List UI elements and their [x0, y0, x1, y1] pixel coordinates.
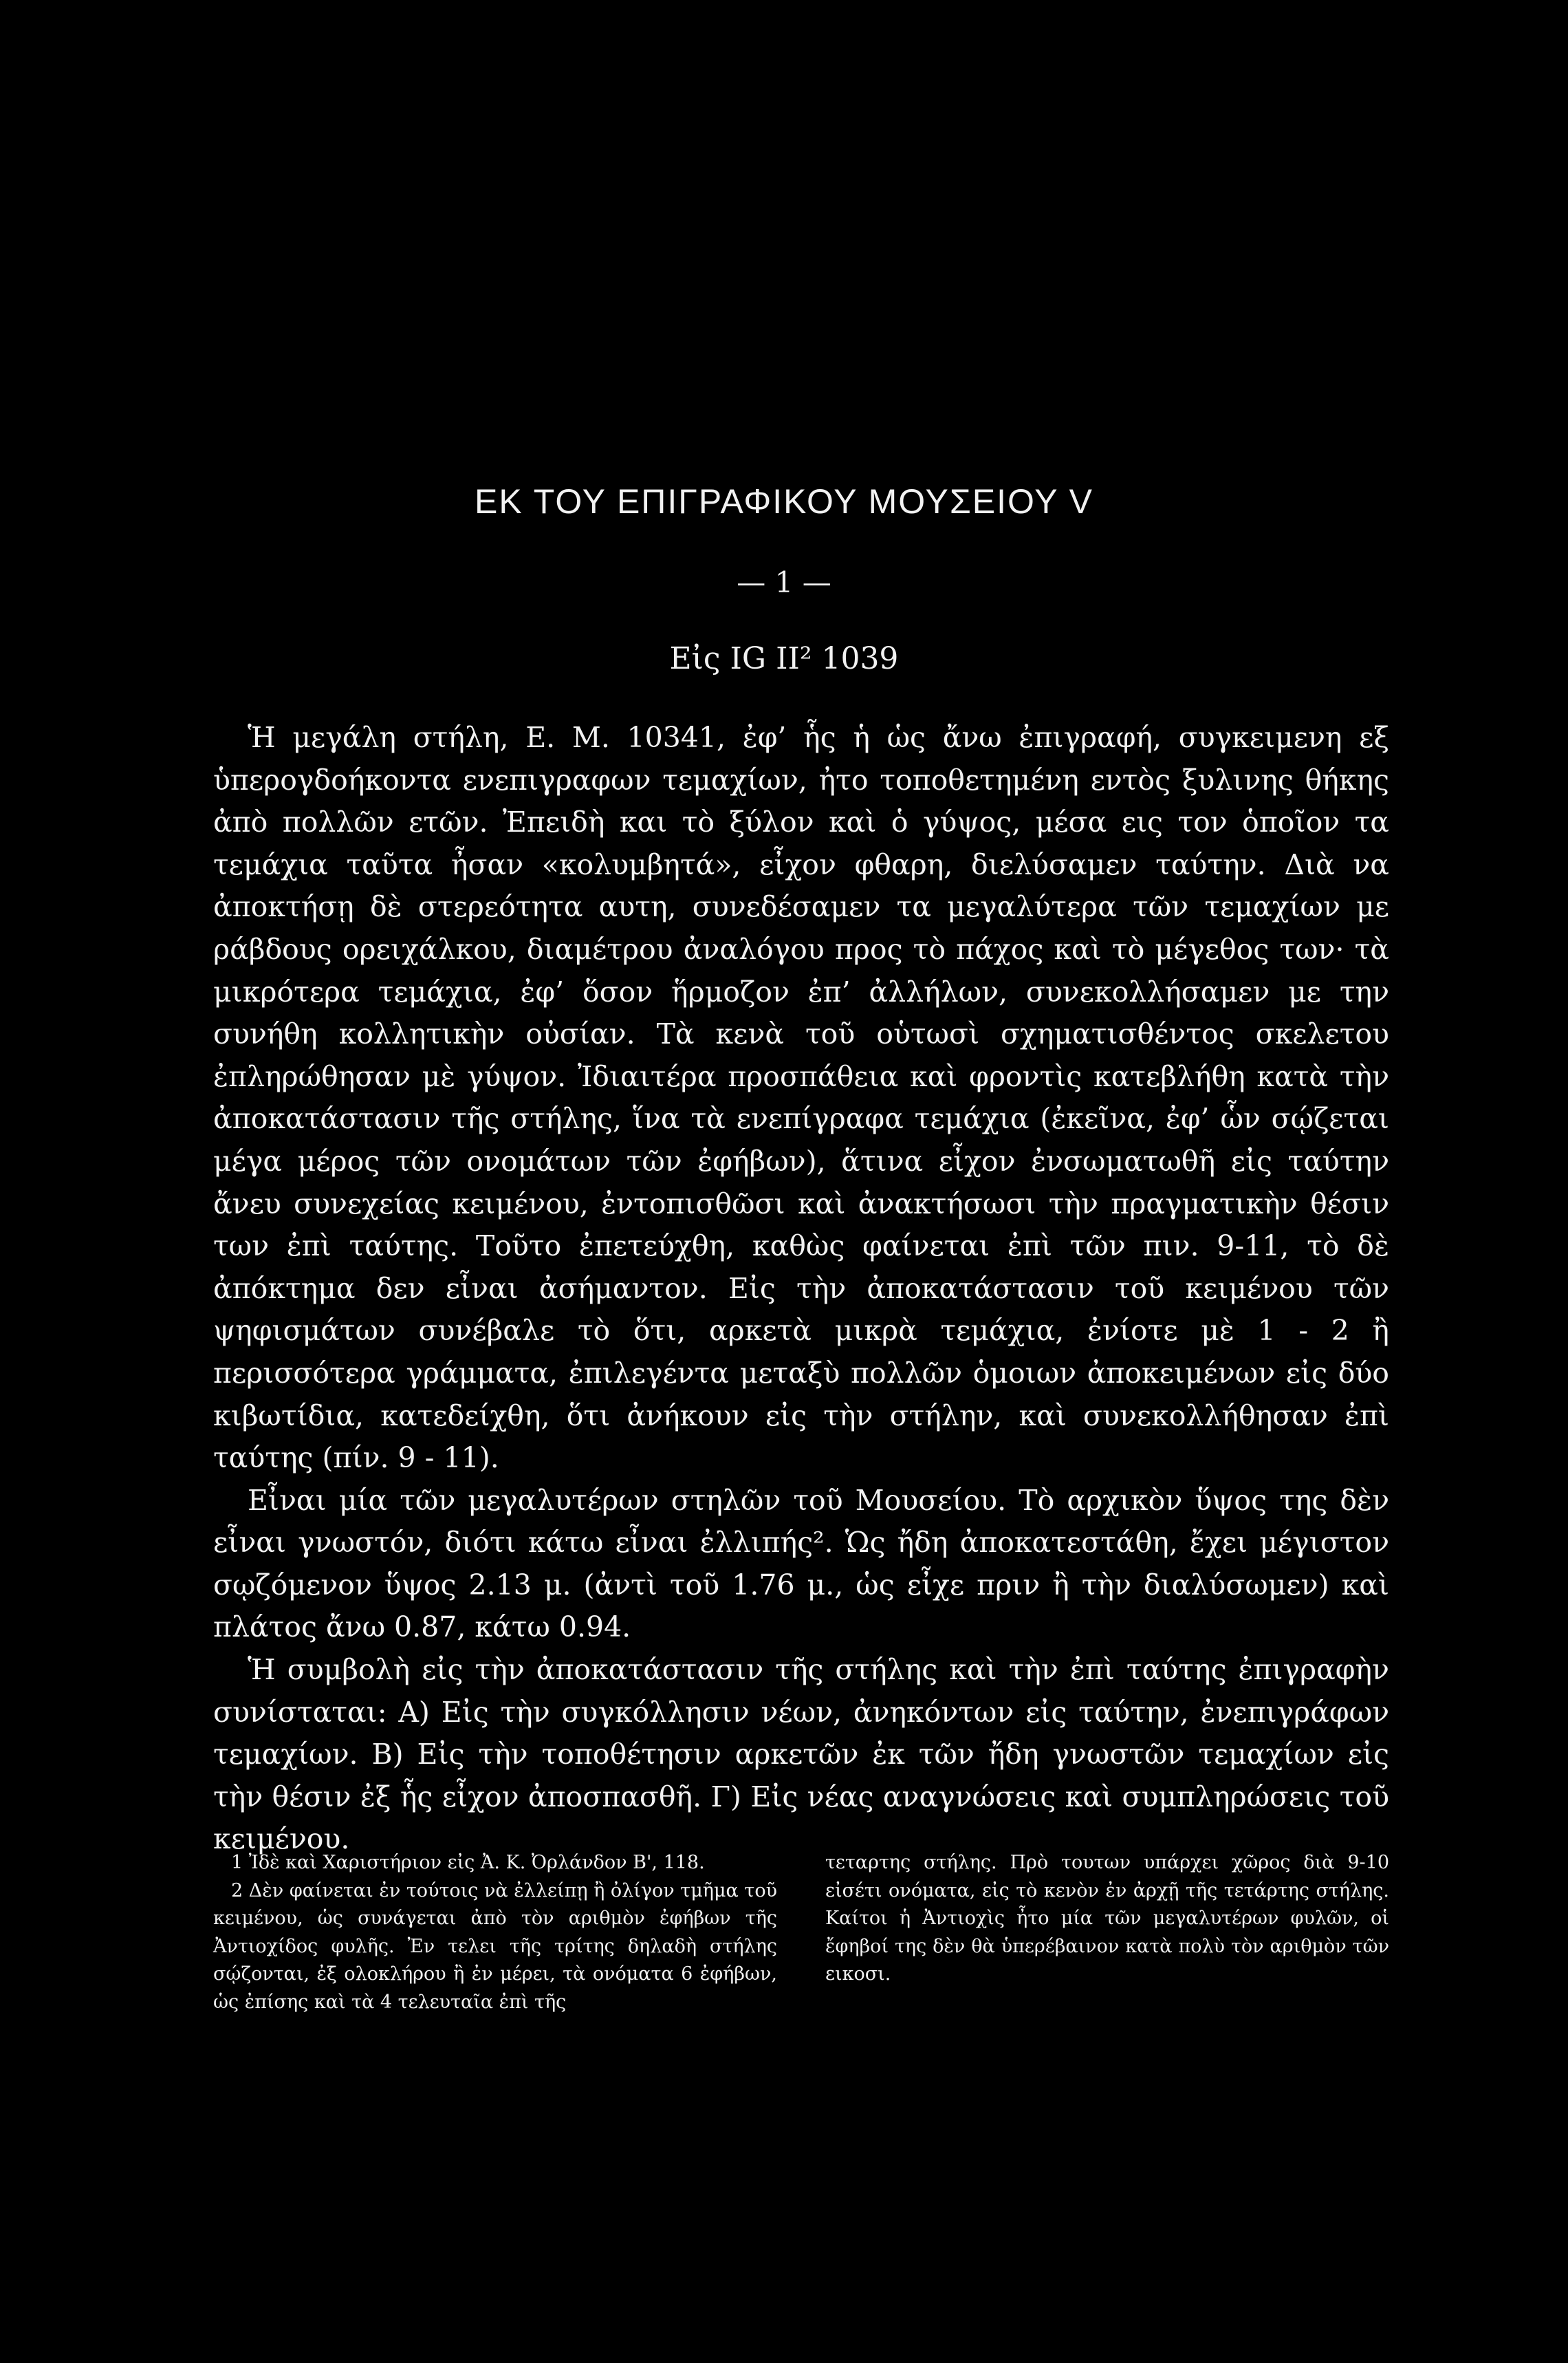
paragraph-3: Ἡ συμβολὴ εἰς τὴν ἀποκατάστασιν τῆς στήλης καὶ τὴν ἐπὶ ταύτης ἐπιγραφὴν συνίσταται: Α) Εἰς τὴν συγκόλλησιν νέων, ἀνηκόντων εἰς ταύτην, ἐνεπιγράφων τεμαχίων. Β) Εἰς τὴν τοποθέτησιν αρκετῶν ἐκ τῶν ἤδη γνωστῶν τεμαχίων εἰς τὴν θέσιν ἐξ ἧς εἶχον ἀποσπασθῆ. Γ) Εἰς νέας αναγνώσεις καὶ συμπληρώσεις τοῦ κειμένου. [213, 1653, 1389, 1856]
footnotes [213, 1849, 1389, 2016]
footnote-2: 2 Δὲν φαίνεται ἐν τούτοις νὰ ἐλλείπῃ ἢ ὀλίγον τμῆμα τοῦ κειμένου, ὡς συνάγεται ἀπὸ τὸν αριθμὸν ἐφήβων τῆς Ἀντιοχίδος φυλῆς. Ἐν τελει τῆς τρίτης δηλαδὴ στήλης σῴζονται, ἐξ ολοκλήρου ἢ ἐν μέρει, τὰ ονόματα 6 ἐφήβων, ὡς ἐπίσης καὶ τὰ 4 τελευταῖα ἐπὶ τῆς [213, 1879, 777, 2013]
section-subtitle: Εἰς IG II² 1039 [669, 641, 899, 676]
page-title: ΕΚ ΤΟΥ ΕΠΙΓΡΑΦΙΚΟΥ ΜΟΥΣΕΙΟΥ V [475, 482, 1093, 521]
body-text [213, 717, 1389, 1861]
paragraph-1: Ἡ μεγάλη στήλη, Ε. Μ. 10341, ἐφ’ ἧς ἡ ὡς ἄνω ἐπιγραφή, συγκειμενη εξ ὑπερογδοήκοντα ενεπιγραφων τεμαχίων, ἠτο τοποθετημένη εντὸς ξυλινης θήκης ἀπὸ πολλῶν ετῶν. Ἐπειδὴ και τὸ ξύλον καὶ ὁ γύψος, μέσα εις τον ὁποῖον τα τεμάχια ταῦτα ἦσαν «κολυμβητά», εἶχον φθαρη, διελύσαμεν ταύτην. Διὰ να ἀποκτήσῃ δὲ στερεότητα αυτη, συνεδέσαμεν τα μεγαλύτερα τῶν τεμαχίων με ράβδους ορειχάλκου, διαμέτρου ἀναλόγου προς τὸ πάχος καὶ τὸ μέγεθος των· τὰ μικρότερα τεμάχια, ἐφ’ ὅσον ἥρμοζον ἐπ’ ἀλλήλων, συνεκολλήσαμεν με την συνήθη κολλητικὴν οὐσίαν. Τὰ κενὰ τοῦ οὑτωσὶ σχηματισθέντος σκελετου ἐπληρώθησαν μὲ γύψον. Ἰδιαιτέρα προσπάθεια καὶ φροντὶς κατεβλήθη κατὰ τὴν ἀποκατάστασιν τῆς στήλης, ἵνα τὰ ενεπίγραφα τεμάχια (ἐκεῖνα, ἐφ’ ὧν σῴζεται μέγα μέρος τῶν ονομάτων τῶν ἐφήβων), ἅτινα εἶχον ἐνσωματωθῆ εἰς ταύτην ἄνευ συνεχείας κειμένου, ἐντοπισθῶσι καὶ ἀνακτήσωσι τὴν πραγματικὴν θέσιν των ἐπὶ ταύτης. Τοῦτο ἐπετεύχθη, καθὼς φαίνεται ἐπὶ τῶν πιν. 9-11, τὸ δὲ ἀπόκτημα δεν εἶναι ἀσήμαντον. Εἰς τὴν ἀποκατάστασιν τοῦ κειμένου τῶν ψηφισμάτων συνέβαλε τὸ ὅτι, αρκετὰ μικρὰ τεμάχια, ἐνίοτε μὲ 1 - 2 ἢ περισσότερα γράμματα, ἐπιλεγέντα μεταξὺ πολλῶν ὁμοιων ἀποκειμένων εἰς δύο κιβωτίδια, κατεδείχθη, ὅτι ἀνήκουν εἰς τὴν στήλην, καὶ συνεκολλήθησαν ἐπὶ ταύτης (πίν. 9 - 11). [213, 721, 1389, 1475]
paragraph-2: Εἶναι μία τῶν μεγαλυτέρων στηλῶν τοῦ Μουσείου. Τὸ αρχικὸν ὕψος της δὲν εἶναι γνωστόν, διότι κάτω εἶναι ἐλλιπής². Ὡς ἤδη ἀποκατεστάθη, ἔχει μέγιστον σῳζόμενον ὕψος 2.13 μ. (ἀντὶ τοῦ 1.76 μ., ὡς εἶχε πριν ἢ τὴν διαλύσωμεν) καὶ πλάτος ἄνω 0.87, κάτω 0.94. [213, 1483, 1389, 1644]
section-number: — 1 — [737, 565, 831, 599]
footnote-2-continued: τεταρτης στήλης. Πρὸ τουτων υπάρχει χῶρος διὰ 9-10 εἰσέτι ονόματα, εἰς τὸ κενὸν ἐν ἀρχῇ τῆς τετάρτης στήλης. Καίτοι ἡ Ἀντιοχὶς ἦτο μία τῶν μεγαλυτέρων φυλῶν, οἱ ἔφηβοί της δὲν θὰ ὑπερέβαινον κατὰ πολὺ τὸν αριθμὸν τῶν εικοσι. [825, 1852, 1389, 1985]
footnotes-right-column [825, 1849, 1389, 2016]
footnote-1: 1 Ἰδὲ καὶ Χαριστήριον εἰς Ἀ. Κ. Ὀρλάνδον Β', 118. [231, 1852, 705, 1873]
footnotes-left-column [213, 1849, 777, 2016]
